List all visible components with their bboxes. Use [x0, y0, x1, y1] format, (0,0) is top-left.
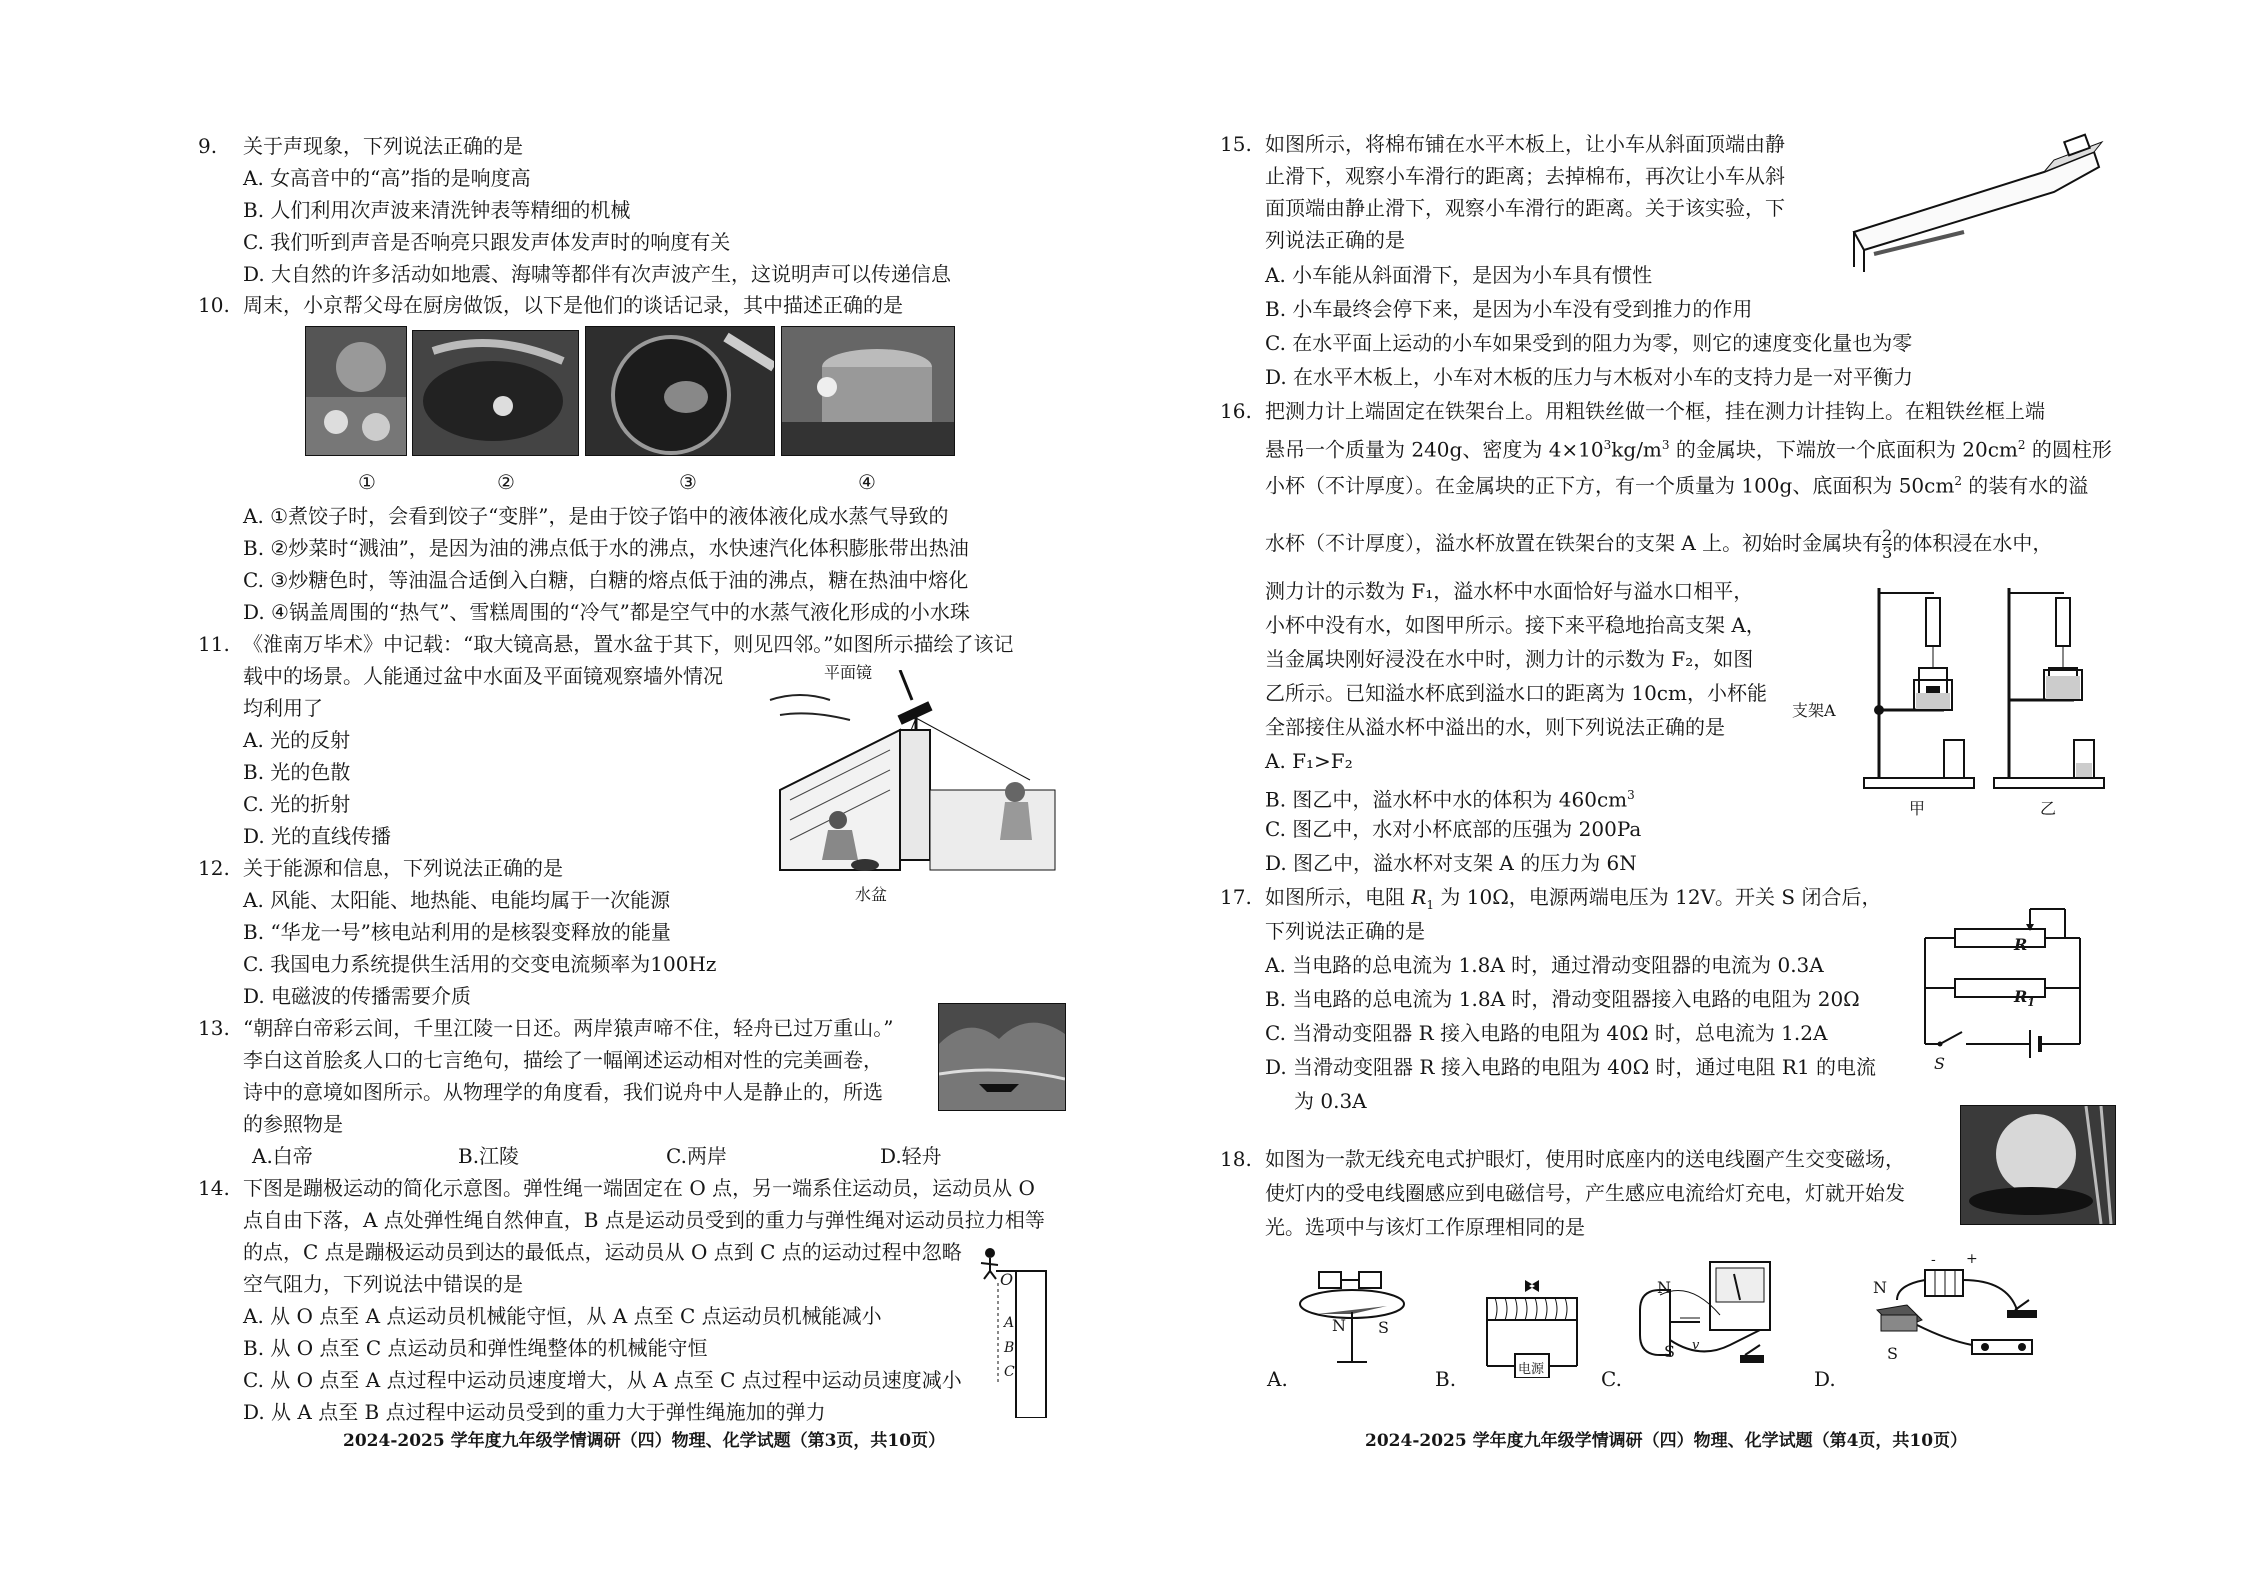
q14-option-b: B. 从 O 点至 C 点运动员和弹性绳整体的机械能守恒 [243, 1336, 708, 1360]
q18-number: 18. [1220, 1147, 1252, 1171]
q15-option-c: C. 在水平面上运动的小车如果受到的阻力为零，则它的速度变化量也为零 [1265, 331, 1913, 355]
q14-point-b-label: B [1004, 1340, 1015, 1356]
q9-option-a: A. 女高音中的“高”指的是响度高 [243, 166, 531, 190]
q16-line-2 [1265, 432, 2112, 463]
q16-option-d: D. 图乙中，溢水杯对支架 A 的压力为 6N [1265, 851, 1637, 875]
q10-photo-4 [781, 326, 955, 456]
q17-r1-label-r: R [2014, 987, 2028, 1006]
q11-scene-illustration [760, 670, 1060, 880]
q10-photo-3 [585, 326, 775, 456]
q10-option-d: D. ④锅盖周围的“热气”、雪糕周围的“冷气”都是空气中的水蒸气液化形成的小水珠 [243, 600, 970, 624]
q12-stem: 关于能源和信息，下列说法正确的是 [243, 856, 563, 880]
q16-line-6: 小杯中没有水，如图甲所示。接下来平稳地抬高支架 A， [1265, 613, 1766, 637]
q18-choice-a: A. [1267, 1367, 1288, 1391]
q16-fraction-denominator: 3 [1882, 543, 1893, 562]
q15-option-d: D. 在水平木板上，小车对木板的压力与木板对小车的支持力是一对平衡力 [1265, 365, 1914, 389]
q13-stem-line-2: 李白这首脍炙人口的七言绝句，描绘了一幅阐述运动相对性的完美画卷， [243, 1048, 883, 1072]
q16-line-3-a: 小杯（不计厚度）。在金属块的正下方，有一个质量为 100g、底面积为 50cm [1265, 473, 1955, 498]
q16-line-2-f: 2 [2017, 438, 2026, 452]
q15-option-a: A. 小车能从斜面滑下，是因为小车具有惯性 [1265, 263, 1653, 287]
q16-fraction [1882, 528, 1892, 561]
q11-option-d: D. 光的直线传播 [243, 824, 392, 848]
q18-lamp-photo [1960, 1105, 2116, 1225]
q12-option-d: D. 电磁波的传播需要介质 [243, 984, 472, 1008]
q16-option-c: C. 图乙中，水对小杯底部的压强为 200Pa [1265, 817, 1642, 841]
q10-photo-label-4: ④ [858, 470, 876, 494]
q17-stem-1c: 1 [1426, 898, 1435, 912]
q18-option-c-diagram [1630, 1260, 1780, 1375]
q14-point-a-label: A [1004, 1315, 1015, 1331]
q16-figure-jia-label: 甲 [1909, 799, 1926, 818]
q13-stem-line-3: 诗中的意境如图所示。从物理学的角度看，我们说舟中人是静止的，所选 [243, 1080, 883, 1104]
q10-photo-2 [412, 330, 579, 456]
q16-number: 16. [1220, 399, 1252, 423]
q17-switch-label: S [1934, 1054, 1945, 1073]
q16-line-2-g: 的圆柱形 [2025, 437, 2112, 462]
q16-line-4 [1265, 528, 2052, 561]
q16-option-a: A. F₁>F₂ [1265, 749, 1353, 773]
q16-line-3 [1265, 468, 2088, 499]
q18-stem-line-2: 使灯内的受电线圈感应到电磁信号，产生感应电流给灯充电，灯就开始发 [1265, 1181, 1905, 1205]
q13-option-d: D.轻舟 [880, 1144, 942, 1168]
q16-line-1: 把测力计上端固定在铁架台上。用粗铁丝做一个框，挂在测力计挂钩上。在粗铁丝框上端 [1265, 399, 2045, 423]
exam-page-4 [1122, 0, 2244, 1586]
q18-option-a-diagram [1297, 1262, 1417, 1372]
q17-r-label: R [2014, 935, 2028, 954]
q13-number: 13. [198, 1016, 230, 1040]
q10-photo-label-2: ② [497, 470, 515, 494]
q18-option-a-n-label: N [1332, 1316, 1346, 1335]
q16-line-3-b: 2 [1954, 474, 1962, 488]
q17-option-b: B. 当电路的总电流为 1.8A 时，滑动变阻器接入电路的电阻为 20Ω [1265, 987, 1860, 1011]
q10-option-c: C. ③炒糖色时，等油温合适倒入白糖，白糖的熔点低于油的沸点，糖在热油中熔化 [243, 568, 969, 592]
q14-stem-line-2: 点自由下落，A 点处弹性绳自然伸直，B 点是运动员受到的重力与弹性绳对运动员拉力相等 [243, 1208, 1045, 1232]
q17-stem-line-2: 下列说法正确的是 [1265, 919, 1425, 943]
q18-option-a-s-label: S [1378, 1318, 1389, 1337]
q11-option-a: A. 光的反射 [243, 728, 351, 752]
q17-option-d: D. 当滑动变阻器 R 接入电路的电阻为 40Ω 时，通过电阻 R1 的电流 [1265, 1055, 1877, 1079]
q10-option-a: A. ①煮饺子时，会看到饺子“变胖”，是由于饺子馅中的液体液化成水蒸气导致的 [243, 504, 949, 528]
q18-option-c-n-label: N [1657, 1278, 1671, 1297]
q14-number: 14. [198, 1176, 230, 1200]
q16-line-2-b: 3 [1603, 438, 1612, 452]
q16-line-2-d: 3 [1661, 438, 1670, 452]
q12-option-c: C. 我国电力系统提供生活用的交变电流频率为100Hz [243, 952, 717, 976]
q14-option-d: D. 从 A 点至 B 点过程中运动员受到的重力大于弹性绳施加的弹力 [243, 1400, 826, 1424]
q18-choice-c: C. [1601, 1367, 1622, 1391]
q16-option-b [1265, 782, 1635, 813]
q18-option-b-power-label: 电源 [1518, 1362, 1545, 1377]
q14-bungee-diagram [976, 1243, 1071, 1418]
q16-option-b-text: B. 图乙中，溢水杯中水的体积为 460cm [1265, 787, 1628, 812]
q18-option-d-minus-label: - [1931, 1252, 1936, 1268]
q16-fraction-numerator: 2 [1882, 526, 1893, 545]
q9-option-d: D. 大自然的许多活动如地震、海啸等都伴有次声波产生，这说明声可以传递信息 [243, 262, 952, 286]
q10-photo-label-3: ③ [679, 470, 697, 494]
q15-stem-line-2: 止滑下，观察小车滑行的距离；去掉棉布，再次让小车从斜 [1265, 164, 1785, 188]
q16-line-5: 测力计的示数为 F₁，溢水杯中水面恰好与溢水口相平， [1265, 579, 1754, 603]
q18-stem-line-3: 光。选项中与该灯工作原理相同的是 [1265, 1215, 1585, 1239]
q11-option-c: C. 光的折射 [243, 792, 351, 816]
q17-stem-1b: R [1411, 885, 1427, 909]
q17-number: 17. [1220, 885, 1252, 909]
q10-option-b: B. ②炒菜时“溅油”，是因为油的沸点低于水的沸点，水快速汽化体积膨胀带出热油 [243, 536, 969, 560]
q16-support-a-label: 支架A [1792, 701, 1836, 720]
q15-option-b: B. 小车最终会停下来，是因为小车没有受到推力的作用 [1265, 297, 1753, 321]
q16-line-8: 乙所示。已知溢水杯底到溢水口的距离为 10cm，小杯能 [1265, 681, 1767, 705]
q17-r1-label [2014, 987, 2035, 1009]
q14-point-o-label: O [1000, 1270, 1014, 1289]
q12-option-a: A. 风能、太阳能、地热能、电能均属于一次能源 [243, 888, 671, 912]
q17-option-a: A. 当电路的总电流为 1.8A 时，通过滑动变阻器的电流为 0.3A [1265, 953, 1824, 977]
q18-option-d-s-label: S [1887, 1344, 1898, 1363]
q13-stem-line-4: 的参照物是 [243, 1112, 343, 1136]
q15-incline-cart-diagram [1844, 132, 2104, 272]
q15-stem-line-1: 如图所示，将棉布铺在水平木板上，让小车从斜面顶端由静 [1265, 132, 1785, 156]
q11-number: 11. [198, 632, 230, 656]
q18-option-c-s-label: S [1664, 1342, 1675, 1361]
q16-line-4-a: 水杯（不计厚度），溢水杯放置在铁架台的支架 A 上。初始时金属块有 [1265, 531, 1883, 555]
q13-option-c: C.两岸 [666, 1144, 727, 1168]
q17-option-d-continued: 为 0.3A [1294, 1089, 1367, 1113]
q16-option-b-sup: 3 [1627, 788, 1635, 802]
q16-line-9: 全部接住从溢水杯中溢出的水，则下列说法正确的是 [1265, 715, 1725, 739]
q16-figure-yi-label: 乙 [2040, 799, 2057, 818]
q13-stem-line-1: “朝辞白帝彩云间，千里江陵一日还。两岸猿声啼不住，轻舟已过万重山。” [243, 1016, 894, 1040]
q9-option-c: C. 我们听到声音是否响亮只跟发声体发声时的响度有关 [243, 230, 731, 254]
q11-stem-line-3: 均利用了 [243, 696, 323, 720]
q16-line-7: 当金属块刚好浸没在水中时，测力计的示数为 F₂，如图 [1265, 647, 1754, 671]
q14-stem-line-3: 的点，C 点是蹦极运动员到达的最低点，运动员从 O 点到 C 点的运动过程中忽略 [243, 1240, 962, 1264]
q18-choice-b: B. [1435, 1367, 1457, 1391]
q18-option-c-v-label: v [1692, 1338, 1700, 1353]
q14-option-a: A. 从 O 点至 A 点运动员机械能守恒，从 A 点至 C 点运动员机械能减小 [243, 1304, 882, 1328]
q9-number: 9. [198, 134, 218, 158]
q15-stem-line-4: 列说法正确的是 [1265, 228, 1405, 252]
q18-choice-d: D. [1814, 1367, 1836, 1391]
q11-basin-label: 水盆 [855, 885, 888, 904]
q17-circuit-diagram [1900, 904, 2100, 1064]
q10-photo-1 [305, 326, 407, 456]
q16-line-2-e: 的金属块，下端放一个底面积为 20cm [1669, 437, 2018, 462]
q11-stem-line-2: 载中的场景。人能通过盆中水面及平面镜观察墙外情况 [243, 664, 723, 688]
q13-option-a: A.白帝 [252, 1144, 313, 1168]
page-3-footer: 2024-2025 学年度九年级学情调研（四）物理、化学试题（第3页，共10页） [343, 1431, 946, 1451]
q11-stem-line-1: 《淮南万毕术》中记载：“取大镜高悬，置水盆于其下，则见四邻。”如图所示描绘了该记 [243, 632, 1014, 656]
q13-landscape-illustration [938, 1003, 1066, 1111]
q14-stem-line-1: 下图是蹦极运动的简化示意图。弹性绳一端固定在 O 点，另一端系住运动员，运动员从 O [243, 1176, 1035, 1200]
q18-option-d-n-label: N [1873, 1278, 1887, 1297]
q15-number: 15. [1220, 132, 1252, 156]
q17-stem-1a: 如图所示，电阻 [1265, 885, 1412, 909]
q16-line-2-c: kg/m [1611, 437, 1662, 462]
q10-number: 10. [198, 293, 230, 317]
q17-r1-label-sub: 1 [2027, 996, 2035, 1010]
q10-photo-label-1: ① [358, 470, 376, 494]
q16-apparatus-diagram [1834, 568, 2114, 798]
q14-stem-line-4: 空气阻力，下列说法中错误的是 [243, 1272, 523, 1296]
q14-option-c: C. 从 O 点至 A 点过程中运动员速度增大，从 A 点至 C 点过程中运动员速度减小 [243, 1368, 962, 1392]
q11-mirror-label: 平面镜 [824, 663, 873, 682]
q16-line-3-c: 的装有水的溢 [1961, 473, 2089, 498]
q14-point-c-label: C [1004, 1364, 1015, 1380]
q10-stem: 周末，小京帮父母在厨房做饭，以下是他们的谈话记录，其中描述正确的是 [243, 293, 903, 317]
q18-option-d-plus-label: + [1966, 1251, 1978, 1267]
q17-stem-1d: 为 10Ω，电源两端电压为 12V。开关 S 闭合后， [1434, 885, 1882, 909]
q9-stem: 关于声现象，下列说法正确的是 [243, 134, 523, 158]
q18-stem-line-1: 如图为一款无线充电式护眼灯，使用时底座内的送电线圈产生交变磁场， [1265, 1147, 1905, 1171]
q17-stem-line-1 [1265, 884, 1881, 918]
q15-stem-line-3: 面顶端由静止滑下，观察小车滑行的距离。关于该实验，下 [1265, 196, 1785, 220]
q16-line-2-a: 悬吊一个质量为 240g、密度为 4×10 [1265, 437, 1604, 462]
q16-line-4-b: 的体积浸在水中， [1892, 531, 2053, 555]
q12-number: 12. [198, 856, 230, 880]
q11-option-b: B. 光的色散 [243, 760, 351, 784]
q12-option-b: B. “华龙一号”核电站利用的是核裂变释放的能量 [243, 920, 671, 944]
q13-option-b: B.江陵 [458, 1144, 520, 1168]
page-4-footer: 2024-2025 学年度九年级学情调研（四）物理、化学试题（第4页，共10页） [1365, 1431, 1968, 1451]
q17-option-c: C. 当滑动变阻器 R 接入电路的电阻为 40Ω 时，总电流为 1.2A [1265, 1021, 1828, 1045]
q9-option-b: B. 人们利用次声波来清洗钟表等精细的机械 [243, 198, 631, 222]
